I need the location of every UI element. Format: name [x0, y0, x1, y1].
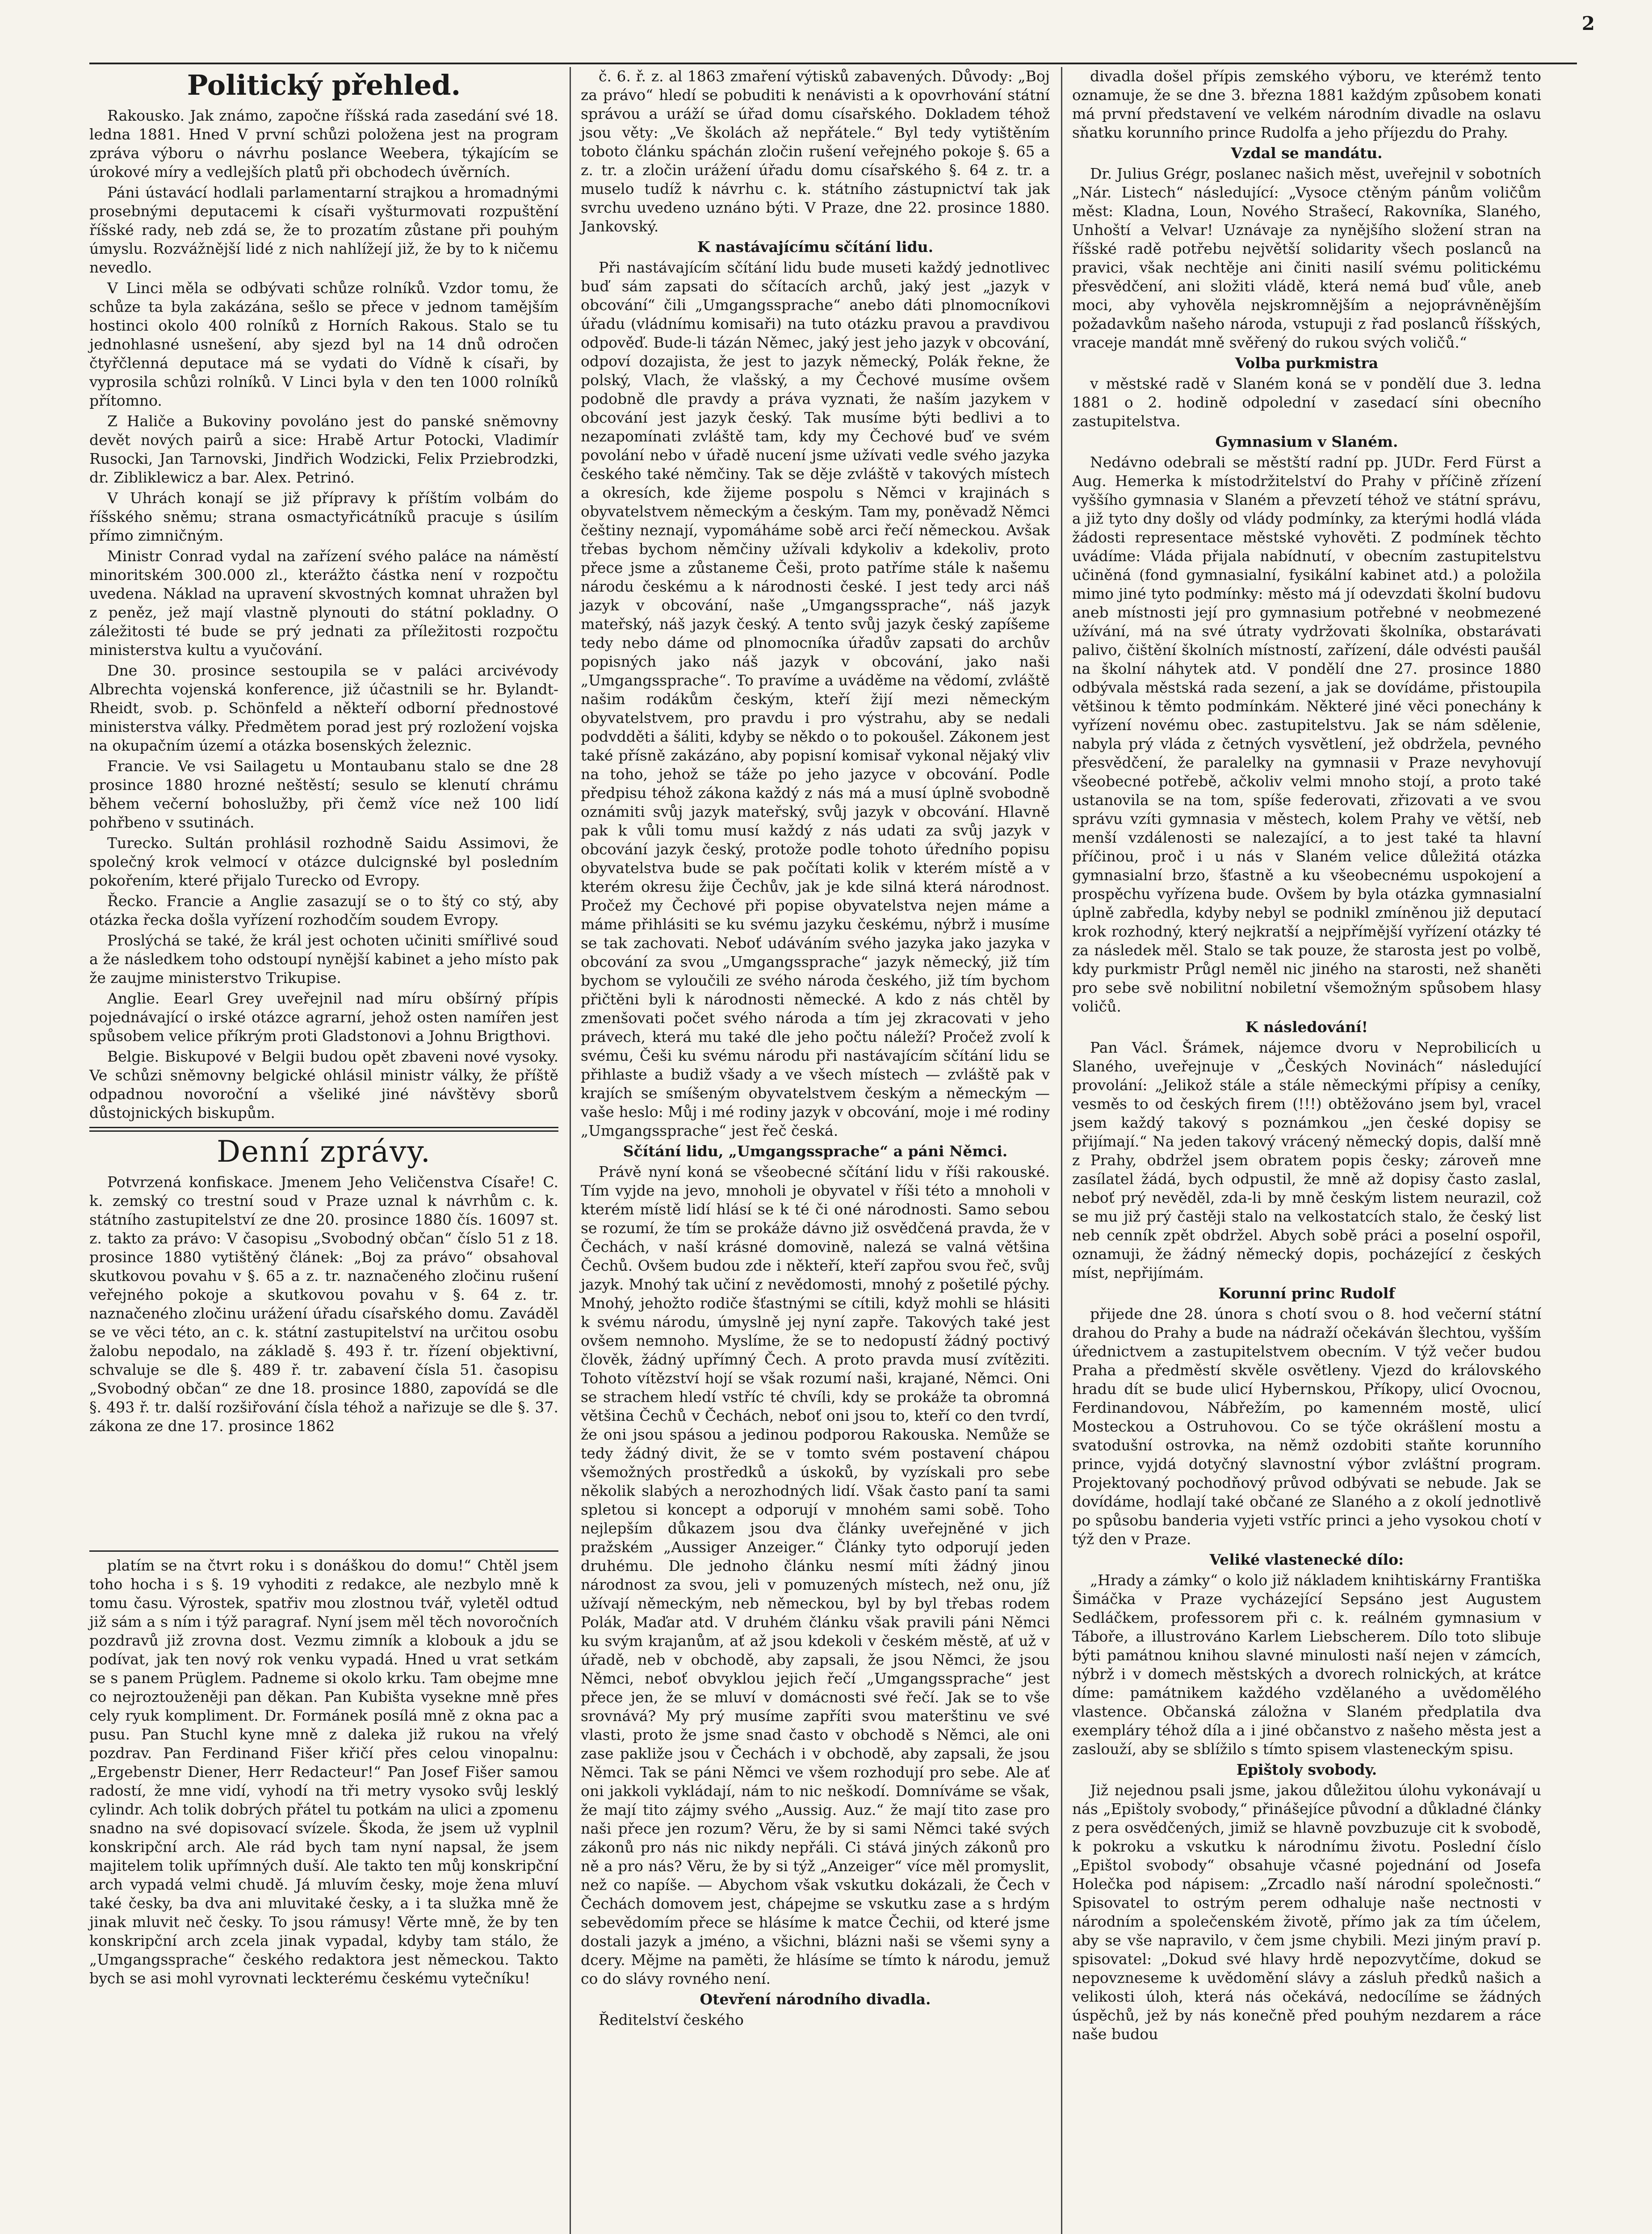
heading-scitani: K nastávajícímu sčítání lidu.: [697, 238, 934, 256]
article-rudolf: [1072, 1305, 1541, 1549]
column-divider: [1061, 67, 1062, 2234]
paragraph: Potvrzená konfiskace. Jmenem Jeho Veličenstva Císaře! C. k. zemský co trestní soud v Praze uznal k návrhům c. k. státního zastupitelství ze dne 20. prosince 1880 čís. 16097 st. z. takto za právo: V časopisu „Svobodný občan“ číslo 51 z 18. prosince 1880 vytištěný článek: „Boj za právo“ obsahoval skutkovou povahu v §. 65 a z. tr. naznačeného zločinu rušení veřejného pokoje a skutkovou povahu v §. 64 z. tr. naznačeného zločinu urážení úřadu císařského domu. Zaváděl se ve věci této, an c. k. státní zastupitelství na určitou osobu žalobu nepodalo, na základě §. 493 ř. tr. řízení objektivní, schvaluje se dle §. 489 ř. tr. zabavení čísla 51. časopisu „Svobodný občan“ ze dne 18. prosince 1880, zapovídá se dle §. 493 ř. tr. další rozšiřování čísla téhož a nařizuje se dle §. 37. zákona ze dne 17. prosince 1862: [89, 1173, 558, 1435]
article-feuilleton: [89, 1556, 558, 1988]
section-title-denni-zpravy: Denní zprávy.: [217, 1134, 431, 1169]
paragraph: přijede dne 28. února s chotí svou o 8. hod večerní státní drahou do Prahy a bude na nádraží očekáván šlechtou, vyšším úřednictvem a zastupitelstvem obecním. V týž večer budou Praha a předměstí skvěle osvětleny. Vjezd do královského hradu dít se bude ulicí Hybernskou, Příkopy, ulicí Ovocnou, Ferdinandovou, Nábřežím, po kamenném mostě, ulicí Mosteckou a Ostruhovou. Co se týče okrášlení mostu a svatodušní ostrovka, na němž ozdobiti staňte korunního prince, vyjdá dotyčný slavnostní výbor zvláštní program. Projektovaný pochodňový průvod odbývati se nebude. Jak se dovídáme, hodlají také občané ze Slaného a z okolí jednotlivě po spůsobu banderia vyjeti vstříc princi a jeho vysokou chotí v týž den v Praze.: [1072, 1305, 1541, 1548]
article-dilo: [1072, 1571, 1541, 1759]
article-divadlo-cont: [1072, 67, 1541, 142]
paragraph: Již nejednou psali jsme, jakou důležitou úlohu vykonávají u nás „Epištoly svobody,“ přinášejíce původní a důkladné články z pera osvědčených, jimiž se hlavně povzbuzuje cit k svobodě, k pokroku a vskutku k národnímu životu. Poslední číslo „Epištol svobody“ obsahuje včasné pojednání od Josefa Holečka pod nápisem: „Zrcadlo naší národní společnosti.“ Spisovatel to ostrým perem odhaluje naše nectnosti v národním a společenském životě, přímo jak za tím účelem, aby se vše napravilo, v čem jsme chybili. Mezi jiným praví p. spisovatel: „Dokud své hlavy hrdě nepozvytčíme, dokud se nepovzneseme k uvědomění slávy a zásluh předků našich a velikosti úloh, která nás očekává, nedocílíme se žádných úspěchů, jež by nás konečně před pouhým nezdarem a ráce naše budou: [1072, 1781, 1541, 2043]
paragraph: Anglie. Eearl Grey uveřejnil nad míru obšírný přípis pojednávající o irské otázce agrarní, jehož osten namířen jest spůsobem velice příkrým proti Gladstonovi a Johnu Brigthovi.: [89, 990, 558, 1045]
column-2: [581, 67, 1050, 2031]
heading-epistoly: Epištoly svobody.: [1236, 1761, 1377, 1778]
section-title-politicky-prehled: Politický přehled.: [187, 69, 461, 101]
section-divider: [89, 1127, 558, 1132]
article-scitani: [581, 258, 1050, 1140]
paragraph: „Hrady a zámky“ o kolo již nákladem knihtiskárny Františka Šimáčka v Praze vycházející Sepsáno jest Augustem Sedláčkem, professorem při c. k. reálném gymnasium v Táboře, a illustrováno Karlem Liebscherem. Dílo toto slibuje býti památnou knihou slavné minulosti naší nejen v zámcích, nýbrž i v domech městských a dvorech rolnických, at krátce díme: památnikem každého vzdělaného a uvědomělého vlastence. Občanská záložna v Slaném předplatila dva exempláry téhož díla a i jiné občanstvo z našeho města jest a zaslouží, aby se sblížilo s tímto spisem vlasteneckým spisu.: [1072, 1571, 1541, 1758]
paragraph: Nedávno odebrali se městští radní pp. JUDr. Ferd Fürst a Aug. Hemerka k místodržitelství do Prahy v příčině zřízení vyššího gymnasia v Slaném a převzetí téhož ve státní správu, a již tyto dny došly od vlády podmínky, za kterými hodlá vláda žádosti representace městské vyhověti. Z podmínek těchto uvádíme: Vláda přijala nabídnutí, v obecním zastupitelstvu učiněná (fond gymnasialní, fysikální kabinet atd.) a položila mimo jiné tyto podmínky: město má jí odevzdati školní budovu aneb místnosti její pro gymnasium potřebné v neobmezené užívání, má na své útraty vydržovati školníka, obstarávati palivo, čištění školních místností, zařízení, dále odvésti paušál na školní náhytek atd. V pondělí dne 27. prosince 1880 odbývala městská rada sezení, a jak se dovídáme, přistoupila většinou k těmto podmínkám. Některé jiné věci ponechány k vyřízení novému obec. zastupitelstvu. Jak se nám sdělenie, nabyla prý vláda z četných vysvětlení, jež obdržela, pevného přesvědčení, že paralelky na gymnasii v Praze nevyhovují všeobecné potřebě, ačkoliv velmi mnoho stojí, a proto také ustanovila se na tom, spíše federovati, zřizovati a ve svou správu vzíti gymnasia v městech, kolem Prahy ve větší, neb menší vzdálenosti se nalezající, a to jest také ta hlavní příčinou, proč i u nás v Slaném velice důležitá otázka gymnasialní brzo, šťastně a ku všeobecnému uspokojení a prospěchu vyřízena bude. Ovšem by byla otázka gymnasialní úplně zabředla, kdyby nebyl se podnikl zmíněnou již deputací krok rozhodný, který nejkratší a nejpřímější vyřízení otázky té za následek měl. Stalo se tak pouze, že starosta jest po volbě, kdy purkmistr Průgl neměl nic jiného na starosti, než shaněti pro sebe svě nobilitní nobiletní všemožným spůsobem hlasy voličů.: [1072, 454, 1541, 1015]
article-mandat: [1072, 164, 1541, 352]
heading-purkmistr: Volba purkmistra: [1235, 354, 1379, 372]
paragraph: Turecko. Sultán prohlásil rozhodně Saidu Assimovi, že společný krok velmocí v otázce dulcignské byl posledním pokořením, které přijalo Turecko od Evropy.: [89, 834, 558, 889]
heading-umgangssprache: Sčítání lidu, „Umgangssprache“ a páni Němci.: [623, 1142, 1008, 1160]
paragraph: V Uhrách konají se již přípravy k příštím volbám do říšského sněmu; strana osmactyřicátníků pracuje s úsilím přímo zimničným.: [89, 489, 558, 544]
paragraph: divadla došel přípis zemského výboru, ve kterémž tento oznamuje, že se dne 3. března 1881 každým způsobem konati má první představení ve velkém národním divadle na oslavu sňatku korunního prince Rudolfa a jeho příjezdu do Prahy.: [1072, 67, 1541, 141]
paragraph: Proslýchá se také, že král jest ochoten učiniti smířlivé soud a že následkem toho odstoupí nynější kabinet a jeho místo pak že zaujme ministerstvo Trikupise.: [89, 932, 558, 987]
paragraph: platím se na čtvrt roku i s donáškou do domu!“ Chtěl jsem toho hocha i s §. 19 vyhoditi z redakce, ale nezbylo mně k tomu času. Výrostek, spatřiv mou zlostnou tvář, vyletěl odtud již sám a s ním i týž paragraf. Nyní jsem měl těch novoročních pozdravů již zrovna dost. Vezmu zimník a klobouk a jdu se podívat, jak ten nový rok venku vypadá. Hned u vrat setkám se s panem Prüglem. Padneme si okolo krku. Tam obejme mne co nejroztouženěji pan děkan. Pan Kubišta vysekne mně přes cely ryuk kompliment. Dr. Formánek posílá mně z okna pac a pusu. Pan Stuchl kyne mně z daleka již rukou na vřelý pozdrav. Pan Ferdinand Fišer křičí přes celou vinopalnu: „Ergebenstr Diener, Herr Redacteur!“ Pan Josef Fišer samou radostí, že mne vidí, vyhodí na tři metry vysoko svůj lesklý cylindr. Ach tolik dobrých přátel tu potkám na ulici a zpomenu snadno na své dopisovací svízele. Škoda, že jsem už vyplnil konskripční arch. Ale rád bych tam nyní napsal, že jsem majitelem tolik upřímných duší. Ale takto ten můj konskripční arch vypadá velmi chudě. Já mluvím česky, moje žena mluví také česky, ba dva ani mluvitaké česky, a i ta služka mně že jinak mluvit neč česky. To jsou rámusy! Věrte mně, že by ten konskripční arch zcela jinak vypadal, kdyby tam stálo, že „Umgangssprache“ českého redaktora jest německou. Takto bych se asi mohl vyrovnati leckterému českému vytečníku!: [89, 1557, 558, 1987]
column-1-feuilleton: [89, 1546, 558, 1988]
paragraph: Pan Václ. Šrámek, nájemce dvoru v Neprobilicích u Slaného, uveřejnuje v „Českých Novinách“ následující provolání: „Jelikož stále a stále německými přípisy a ceníky, vesměs to od českých firem (!!!) obtěžováno jsem byl, vracel jsem každý takový s poznámkou „jen české dopisy se přijímají.“ Na jeden takový vrácený německý dopis, další mně z Prahy, obdržel jsem obratem popis česky; zároveň mne zasílatel žádá, bych odpustil, že mně až dopisy často zaslal, neboť prý nevěděl, zda-li by mně českým listem neurazil, což se mu již prý častěji stalo na velkostatcích stalo, že český list neb cenník zpět obdržel. Abych sobě práci a poselní ospořil, oznamuji, že žádný německý dopis, pocházející z českých míst, nepřijímám.: [1072, 1039, 1541, 1281]
paragraph: Dne 30. prosince sestoupila se v paláci arcivévody Albrechta vojenská konference, již účastnili se hr. Bylandt-Rheidt, svob. p. Schönfeld a někteří odborní přednostové ministerstva války. Předmětem porad jest prý rozložení vojska na okupačním území a otázka bosenských železnic.: [89, 662, 558, 754]
article-politics: [89, 106, 558, 1122]
heading-nasledovani: K následování!: [1245, 1018, 1368, 1036]
heading-dilo: Veliké vlastenecké dílo:: [1209, 1551, 1404, 1568]
paragraph: Z Haliče a Bukoviny povoláno jest do panské sněmovny devět nových pairů a sice: Hrabě Artur Potocki, Vladimír Rusocki, Jan Tarnovski, Jindřich Wodzicki, Felix Prziebrodzki, dr. Zibliklewicz a bar. Alex. Petrinó.: [89, 412, 558, 486]
paragraph: Právě nyní koná se všeobecné sčítání lidu v říši rakouské. Tím vyjde na jevo, mnoholi je obyvatel v říši této a mnoholi v kterém místě lidí hlásí se k té či oné národnosti. Samo sebou se rozumí, že tím se prokáže dávno již osvědčená pravda, že v Čechách, v naší krásné domovině, nalezá se valná většina Čechů. Ovšem budou zde i někteří, kteří zapřou svou řeč, svůj jazyk. Mnohý tak učiní z nevědomosti, mnohý z pošetilé pýchy. Mnohý, jehožto rodiče šťastnými se cítili, když mohli se hlásiti k svému národu, úmyslně jej nyní zapře. Takových také jest ovšem nemnoho. Myslíme, že se to nedopustí žádný poctivý člověk, žádný upřímný Čech. A proto pravda musí zvítěziti. Tohoto vítězství hojí se však rozumí naši, krajané, Němci. Oni se strachem hledí vstříc té chvíli, kdy se prokáže ta obromná většina Čechů v Čechách, neboť oni jsou to, kteří co den tvrdí, že oni jsou spásou a jedinou podporou Rakouska. Nemůže se tedy žádný divit, že se v tomto svém postavení chápou všemožných prostředků a úskoků, by vyzískali pro sebe několik slabých a nerozhodných lidí. Však často paní ta sami spletou si koncept a odporují v mnohém sami sobě. Toho nejlepším důkazem jsou dva články uveřejněné v jich pražském „Aussiger Anzeiger.“ Články tyto odporují jeden druhému. Dle jednoho článku nesmí míti žádný jinou národnost za svou, jeli v pomuzených místech, než onu, jíž užívají německým, neb německou, byl by byl třebas rodem Polák, Maďar atd. V druhém článku však pravili páni Němci ku svým krajanům, ať až jsou kdekoli v českém městě, ať už v úřadě, neb v obchodě, aby zapsali, že jsou Němci, že jsou Němci, neboť obvyklou jejich řečí „Umgangssprache“ jest přece jen, že se mluví v domácnosti své řečí. Jak se to vše srovnává? My prý musíme zapříti svou materštinu ve své vlasti, proto že jsme snad často v obchodě s Němci, ale oni zase pakliže jsou v Čechách i v obchodě, aby zapsali, že jsou Němci. Tak se páni Němci ve všem rozhodují pro sebe. Ale ať oni jakkoli vykládají, nám to nic neškodí. Domníváme se však, že mají tito zájmy svého „Aussig. Auz.“ že mají tito zase pro naši přece jen rozum? Věru, že by si sami Němci také svých zákonů pro nás nic nikdy nepřáli. Ci stává jiných zákonů pro ně a pro nás? Věru, že by si týž „Anzeiger“ více měl promyslit, než co napíše. — Abychom však vskutku dokázali, že Čech v Čechách domovem jest, chápejme se vskutku zase a s hrdým sebevědomím přece se hlásíme k matce Čechii, od které jsme dostali jazyk a jméno, a všichni, blázni naši se všemi syny a dcery. Mějme na paměti, že hlásíme se tímto k národu, jemuž co do slávy rovného není.: [581, 1163, 1050, 1987]
paragraph: Ministr Conrad vydal na zařízení svého paláce na náměstí minoritském 300.000 zl., kterážto částka není v rozpočtu uvedena. Náklad na upravení skvostných komnat uhražen byl z peněz, jež mají vlastně plynouti do státní pokladny. O záležitosti té bude se prý jednati za příležitosti rozpočtu ministerstva kultu a vyučování.: [89, 547, 558, 659]
heading-rudolf: Korunní princ Rudolf: [1218, 1285, 1395, 1302]
article-nasledovani: [1072, 1038, 1541, 1282]
paragraph: v městské radě v Slaném koná se v pondělí due 3. ledna 1881 o 2. hodině odpolední v zasedací síni obecního zastupitelstva.: [1072, 375, 1541, 430]
column-1: [89, 67, 558, 1437]
paragraph: Belgie. Biskupové v Belgii budou opět zbaveni nové vysoky. Ve schůzi sněmovny belgické ohlásil ministr války, že příště odpadnou novoroční a všeliké jiné návštěvy sborů důstojnických biskupům.: [89, 1048, 558, 1121]
paragraph: Francie. Ve vsi Sailagetu u Montaubanu stalo se dne 28 prosince 1880 hrozné neštěstí; sesulo se klenutí chrámu během večerní bohoslužby, při čemž více než 100 lidí pohřbeno v ssutinách.: [89, 757, 558, 831]
heading-gymnasium: Gymnasium v Slaném.: [1215, 433, 1398, 450]
paragraph: V Linci měla se odbývati schůze rolníků. Vzdor tomu, že schůze ta byla zakázána, sešlo se přece v jednom tamějším hostinci okolo 400 rolníků z Horních Rakous. Stalo se tu jednohlasné usnešení, aby sjezd byl na 14 dnů odročen čtyřčlenná deputace má se vydati do Vídně k císaři, by vyprosila schůzi rolníků. V Linci byla v den ten 1000 rolníků přítomno.: [89, 279, 558, 409]
article-konfiskace-cont: [581, 67, 1050, 236]
heading-mandat: Vzdal se mandátu.: [1231, 144, 1383, 162]
article-gymnasium: [1072, 453, 1541, 1016]
article-konfiskace: [89, 1173, 558, 1436]
feuilleton-divider: [89, 1550, 558, 1552]
article-purkmistr: [1072, 374, 1541, 431]
paragraph: Rakousko. Jak známo, započne říšská rada zasedání své 18. ledna 1881. Hned V první schůzi položena jest na program zpráva výboru o návrhu poslance Weebera, týkajícím se úrokové míry a vedlejších platů při obchodech úvěrních.: [89, 107, 558, 181]
article-epistoly: [1072, 1781, 1541, 2044]
paragraph: Páni ústavácí hodlali parlamentarní strajkou a hromadnými prosebnými deputacemi k císaři vyšturmovati rozpuštění říšské rady, neb zdá se, že to prozatím zůstane při pouhým úmyslu. Rozvážnější lidé z nich nahlížejí již, že by to k ničemu nevedlo.: [89, 184, 558, 276]
page-number: 2: [1581, 13, 1595, 34]
article-umgangssprache: [581, 1163, 1050, 1988]
article-divadlo: [581, 2011, 1050, 2029]
top-rule: [89, 63, 1577, 64]
paragraph: Řecko. Francie a Anglie zasazují se o to štý co stý, aby otázka řecka došla vyřízení rozhodčím soudem Evropy.: [89, 892, 558, 928]
column-3: [1072, 67, 1541, 2045]
paragraph: Dr. Julius Grégr, poslanec našich měst, uveřejnil v sobotních „Nár. Listech“ následující: „Vysoce ctěným pánům voličům měst: Kladna, Loun, Nového Strašecí, Rakovníka, Slaného, Unhoští a Velvar! Uznávaje za nynějšího složení stran na říšské radě potřebu největší solidarity všech poslanců na pravici, však nechtěje ani činiti nasilí svému politickému přesvědčení, ani složiti vládě, která nemá buď vůle, aneb moci, aby vyhověla nejskromnějším a nejoprávněnějším požadavkům našeho národa, vstupuji z řad poslanců říšských, vraceje mandát mně svěřený do rukou svých voličů.“: [1072, 165, 1541, 351]
heading-divadlo: Otevření národního divadla.: [700, 1990, 931, 2008]
column-divider: [570, 67, 571, 2234]
paragraph: Při nastávajícím sčítání lidu bude museti každý jednotlivec buď sám zapsati do sčítacích archů, jaký jest „jazyk v obcování“ čili „Umgangssprache“ anebo dáti plnomocníkovi úřadu (vládnímu komisaři) na tuto otázku pravou a pravdivou odpověď. Bude-li tázán Němec, jaký jest jeho jazyk v obcování, odpoví dozajista, že jest to jazyk německý, Polák řekne, že polský, Vlach, že vlašský, a my Čechové musíme ovšem podobně dle pravdy a práva vyznati, že naším jazykem v obcování jest jazyk český. Tak musíme býti bedlivi a to nezapomínati zvláště tam, kdy my Čechové buď ve svém povolání nebo v úřadě nucení jsme užívati vedle svého jazyka českého také němčiny. Tak se děje zvláště v takových místech a okresích, kde žijeme pospolu s Němci v krajinách s obyvatelstvem německým a českým. Tam my, poněvadž Němci češtiny neznají, vypomáháme sobě arci řečí německou. Avšak třebas bychom němčiny užívali kdykoliv a kdekoliv, proto přece jsme a zůstaneme Češi, proto patříme stále k našemu národu českému a k národnosti české. I jest tedy arci náš jazyk v obcování, naše „Umgangssprache“, náš jazyk mateřský, náš jazyk český. A tento svůj jazyk český zapíšeme tedy nebo dáme od plnomocníka úřadův zapsati do archův popisných jako náš jazyk v obcování, jako naši „Umgangssprache“. To pravíme a uváděme na vědomí, zvláště našim rodákům českým, kteří žijí mezi německým obyvatelstvem, pro pravdu i pro výstrahu, aby se nedali podvdděti a šáliti, kdyby se někdo o to pokoušel. Zákonem jest také přísně zakázáno, aby popisní komisař vykonal nějaký vliv na toho, jehož se táže po jeho jazyce v obcování. Podle předpisu téhož zákona každý z nás má a musí úplně svobodně oznámiti svůj jazyk mateřský, svůj jazyk v obcování. Hlavně pak k vůli tomu musí každý z nás udati za svůj jazyk v obcování jazyk český, protože podle tohoto úředního popisu obyvatelstva bude se pak počítati kolik v kterém místě a v kterém okresu žije Čechův, jak je kde silná která národnost. Pročež my Čechové při popise obyvatelstva nejen máme a máme přihlásiti se ku svému jazyku českému, nýbrž i musíme se tak zachovati. Neboť udáváním svého jazyka jako jazyka v obcování za svou „Umgangssprache“ jazyk německý, již tím bychom se vyloučili ze svého národa českého, již tím bychom přičtěni byli k národnosti německé. A kdo z nás chtěl by zmenšovati počet svého národa a tím jej zkracovati v jeho právech, která mu také dle jeho počtu náleží? Pročež zvolí k svému, Češi ku svému národu při nastávajícím sčítání lidu se přihlaste a budiž všady a ve všech místech — zvláště pak v krajích se smíšeným obyvatelstvem českým a německým — vaše heslo: Můj i mé rodiny jazyk v obcování, moje i mé rodiny „Umgangssprache“ jest řeč česká.: [581, 259, 1050, 1139]
paragraph: Ředitelství českého: [599, 2011, 744, 2028]
paragraph: č. 6. ř. z. al 1863 zmaření výtisků zabavených. Důvody: „Boj za právo“ hledí se pobuditi k nenávisti a k opovrhování státní správou a uráží se úřad domu císařského. Dokladem téhož jsou věty: „Ve školách až nepřátele.“ Byl tedy vytištěním toboto článku spáchán zločin rušení veřejného pokoje §. 65 a z. tr. a zločin urážení úřadu domu císařského §. 64 z. tr. a muselo tudíž k návrhu c. k. státního zástupnictví tak jak svrchu uvedeno uznáno býti. V Praze, dne 22. prosince 1880. Jankovský.: [581, 67, 1050, 235]
